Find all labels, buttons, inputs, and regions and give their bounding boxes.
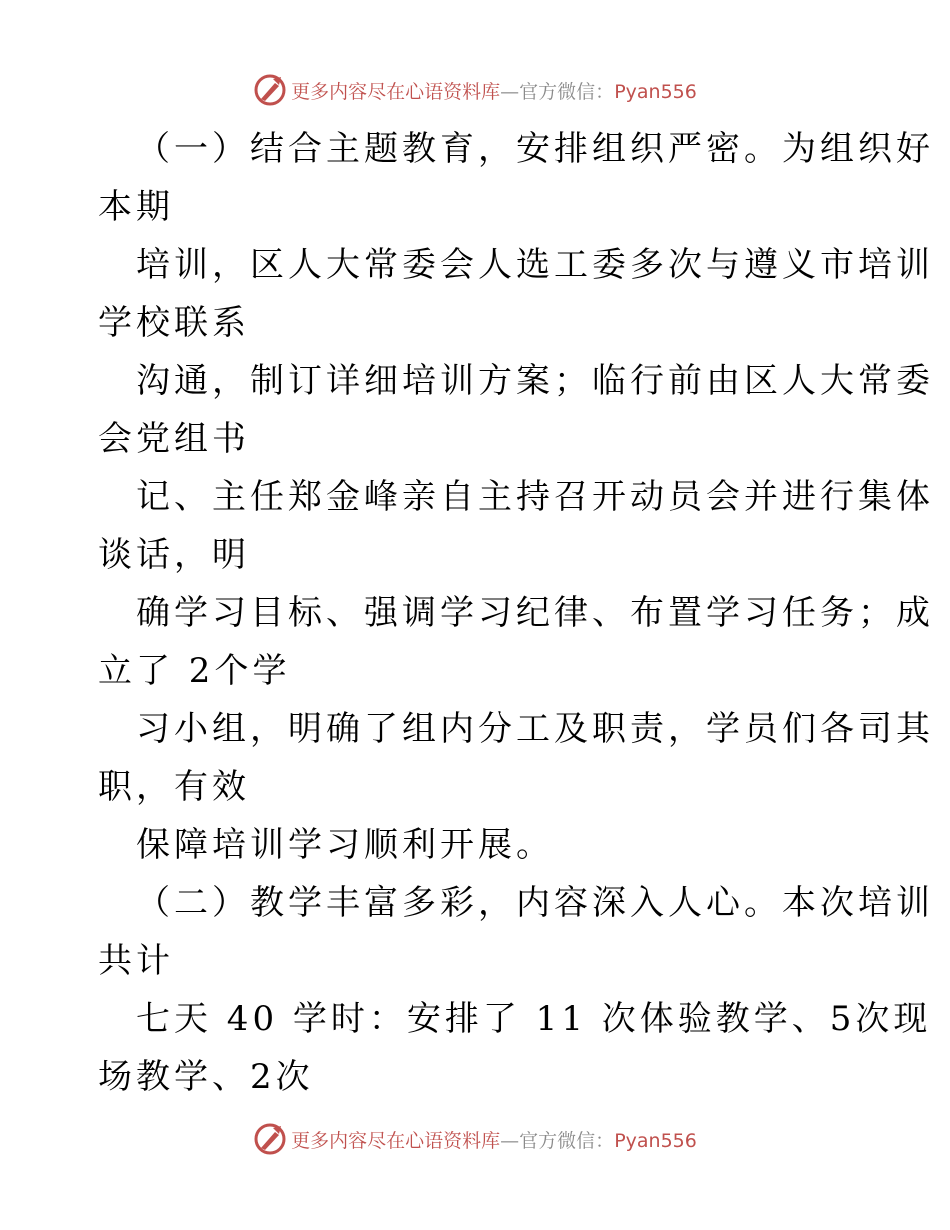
text-line: 职，有效 [98,767,250,807]
watermark-text: 更多内容尽在心语资料库—官方微信：Pyan556 [291,80,697,103]
pen-logo-icon [253,1122,287,1156]
text-line: 保障培训学习顺利开展。 [136,825,554,865]
text-line: 立了 2个学 [98,651,291,691]
text-line: 习小组，明确了组内分工及职责，学员们各司其 [136,709,934,749]
text-line: 记、主任郑金峰亲自主持召开动员会并进行集体 [136,477,934,517]
text-line: 培训，区人大常委会人选工委多次与遵义市培训 [136,245,934,285]
header-watermark [0,70,950,110]
pen-logo-icon [253,73,287,107]
text-line: 共计 [98,941,174,981]
watermark-text: 更多内容尽在心语资料库—官方微信：Pyan556 [291,1129,697,1152]
text-line: （一）结合主题教育，安排组织严密。为组织好 [136,129,934,169]
text-line: 场教学、2次 [98,1057,314,1097]
text-line: 学校联系 [98,303,250,343]
text-line: 谈话，明 [98,535,250,575]
footer-watermark [0,1119,950,1159]
text-line: （二）教学丰富多彩，内容深入人心。本次培训 [136,883,934,923]
text-line: 沟通，制订详细培训方案；临行前由区人大常委 [136,361,934,401]
text-line: 本期 [98,187,174,227]
document-body [98,120,934,1106]
text-line: 七天 40 学时：安排了 11 次体验教学、5次现 [136,999,932,1039]
text-line: 会党组书 [98,419,250,459]
text-line: 确学习目标、强调学习纪律、布置学习任务；成 [136,593,934,633]
